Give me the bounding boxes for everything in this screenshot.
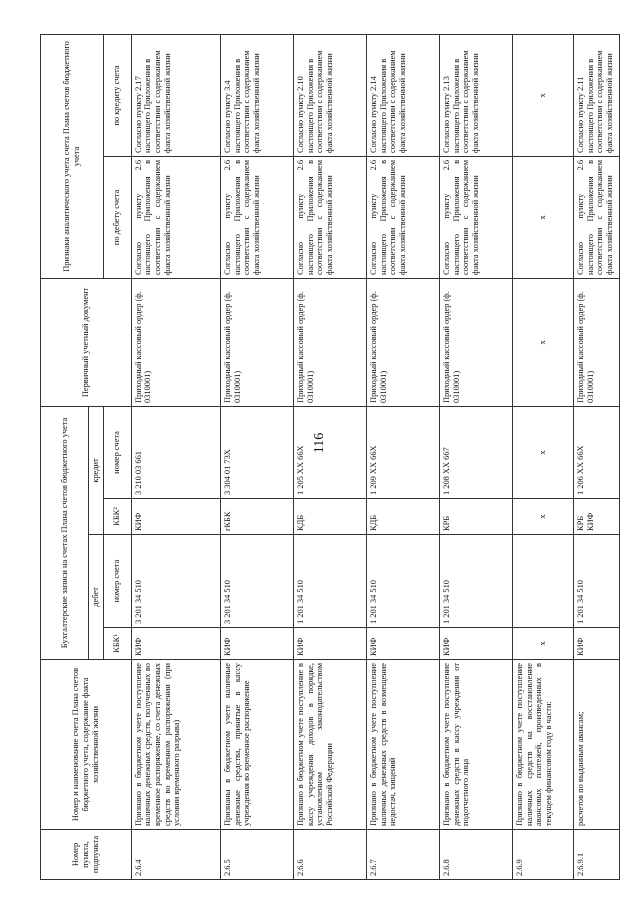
header-acc-credit: номер счета bbox=[103, 406, 131, 498]
header-credit: кредит bbox=[89, 406, 104, 534]
row-kbk-debit: х bbox=[513, 628, 574, 660]
header-entries: Бухгалтерские записи на счетах Плана счетов бюджетного учета bbox=[41, 406, 89, 659]
row-kbk-debit: КИФ bbox=[574, 628, 620, 660]
table-row bbox=[220, 34, 293, 879]
row-kbk-credit: х bbox=[513, 499, 574, 535]
row-analytics-debit: Согласно пункту 2.6 настоящего Приложения в соответствии с содержанием факта хозяйственной жизни bbox=[220, 156, 293, 278]
header-analytics: Признаки аналитического учета счета Плана счетов бюджетного учета bbox=[41, 34, 104, 278]
header-kbk1: КБК¹ bbox=[103, 628, 131, 660]
row-document: Приходный кассовый ордер (ф. 0310001) bbox=[220, 278, 293, 406]
row-number: 2.6.7 bbox=[366, 830, 439, 880]
row-number: 2.6.9.1 bbox=[574, 830, 620, 880]
header-account-name: Номер и наименование счета Плана счетов бюджетного учета, содержание факта хозяйственной жизни bbox=[41, 660, 132, 830]
row-number: 2.6.9 bbox=[513, 830, 574, 880]
header-debit: дебет bbox=[89, 535, 104, 660]
row-document: Приходный кассовый ордер (ф. 0310001) bbox=[293, 278, 366, 406]
row-account-credit: 3 210 03 661 bbox=[131, 406, 220, 498]
row-account-credit: 1 209 ХХ 66Х bbox=[366, 406, 439, 498]
table-row bbox=[574, 34, 620, 879]
row-document: Приходный кассовый ордер (ф. 0310001) bbox=[439, 278, 512, 406]
row-analytics-debit: Согласно пункту 2.6 настоящего Приложения в соответствии с содержанием факта хозяйственной жизни bbox=[439, 156, 512, 278]
table-row bbox=[513, 34, 574, 879]
header-document: Первичный учетный документ bbox=[41, 278, 132, 406]
header-number: Номер пункта, подпункта bbox=[41, 830, 132, 880]
row-account-debit bbox=[513, 535, 574, 628]
row-kbk-credit: КРБ bbox=[439, 499, 512, 535]
row-kbk-credit: КДБ bbox=[293, 499, 366, 535]
row-description: Признано в бюджетном учете поступление наличных денежных средств в возмещение недостач, хищений bbox=[366, 660, 439, 830]
table-header bbox=[41, 34, 132, 879]
row-account-credit: 1 205 ХХ 66Х bbox=[293, 406, 366, 498]
row-analytics-credit: Согласно пункту 2.10 настоящего Приложения в соответствии с содержанием факта хозяйственной жизни bbox=[293, 34, 366, 156]
row-kbk-debit: КИФ bbox=[366, 628, 439, 660]
row-description: Признаны в бюджетном учете наличные денежные средства, принятые в кассу учреждения во временное распоряжение bbox=[220, 660, 293, 830]
row-account-credit: 1 208 ХХ 667 bbox=[439, 406, 512, 498]
row-number: 2.6.4 bbox=[131, 830, 220, 880]
row-number: 2.6.5 bbox=[220, 830, 293, 880]
header-kbk2: КБК² bbox=[103, 499, 131, 535]
row-document: Приходный кассовый ордер (ф. 0310001) bbox=[366, 278, 439, 406]
row-account-debit: 3 201 34 510 bbox=[220, 535, 293, 628]
row-analytics-credit: Согласно пункту 2.14 настоящего Приложения в соответствии с содержанием факта хозяйственной жизни bbox=[366, 34, 439, 156]
row-description: расчетов по выданным авансам; bbox=[574, 660, 620, 830]
header-acc-debit: номер счета bbox=[103, 535, 131, 628]
row-account-debit: 1 201 34 510 bbox=[439, 535, 512, 628]
row-document: Приходный кассовый ордер (ф. 0310001) bbox=[574, 278, 620, 406]
header-by-debit: по дебету счета bbox=[103, 156, 131, 278]
row-analytics-debit: Согласно пункту 2.6 настоящего Приложения в соответствии с содержанием факта хозяйственной жизни bbox=[131, 156, 220, 278]
row-kbk-credit: КРБ КИФ bbox=[574, 499, 620, 535]
row-account-debit: 1 201 34 510 bbox=[574, 535, 620, 628]
table-row bbox=[439, 34, 512, 879]
table-row bbox=[293, 34, 366, 879]
row-kbk-debit: КИФ bbox=[131, 628, 220, 660]
row-account-debit: 3 201 34 510 bbox=[131, 535, 220, 628]
row-analytics-credit: Согласно пункту 2.17 настоящего Приложения в соответствии с содержанием факта хозяйственной жизни bbox=[131, 34, 220, 156]
row-analytics-debit: Согласно пункту 2.6 настоящего Приложения в соответствии с содержанием факта хозяйственной жизни bbox=[366, 156, 439, 278]
row-kbk-credit: КДБ bbox=[366, 499, 439, 535]
row-kbk-debit: КИФ bbox=[293, 628, 366, 660]
row-kbk-debit: КИФ bbox=[220, 628, 293, 660]
row-number: 2.6.8 bbox=[439, 830, 512, 880]
row-description: Признано в бюджетном учете поступление наличных средств на восстановление авансовых платежей, произведенных в текущем финансовом году в части: bbox=[513, 660, 574, 830]
row-number: 2.6.6 bbox=[293, 830, 366, 880]
row-analytics-debit: х bbox=[513, 156, 574, 278]
page-number: 116 bbox=[312, 432, 327, 454]
row-document: х bbox=[513, 278, 574, 406]
row-analytics-credit: Согласно пункту 3.4 настоящего Приложения в соответствии с содержанием факта хозяйственной жизни bbox=[220, 34, 293, 156]
row-account-credit: 3 304 01 73Х bbox=[220, 406, 293, 498]
row-account-credit: х bbox=[513, 406, 574, 498]
accounting-entries-table bbox=[40, 34, 620, 880]
row-analytics-credit: х bbox=[513, 34, 574, 156]
row-description: Признано в бюджетном учете поступление наличных денежных средств, полученных во временное распоряжение, со счета денежных средств во временном распоряжении (при условии временного разрыва) bbox=[131, 660, 220, 830]
rotated-table-container bbox=[40, 35, 620, 880]
row-kbk-debit: КИФ bbox=[439, 628, 512, 660]
table-row bbox=[131, 34, 220, 879]
row-analytics-credit: Согласно пункту 2.13 настоящего Приложения в соответствии с содержанием факта хозяйственной жизни bbox=[439, 34, 512, 156]
row-document: Приходный кассовый ордер (ф. 0310001) bbox=[131, 278, 220, 406]
row-analytics-credit: Согласно пункту 2.11 настоящего Приложения в соответствии с содержанием факта хозяйственной жизни bbox=[574, 34, 620, 156]
row-account-debit: 1 201 34 510 bbox=[366, 535, 439, 628]
table-row bbox=[366, 34, 439, 879]
row-account-credit: 1 206 ХХ 66Х bbox=[574, 406, 620, 498]
row-analytics-debit: Согласно пункту 2.6 настоящего Приложения в соответствии с содержанием факта хозяйственной жизни bbox=[574, 156, 620, 278]
header-by-credit: по кредиту счета bbox=[103, 34, 131, 156]
row-description: Признано в бюджетном учете поступление денежных средств в кассу учреждения от подотчетного лица bbox=[439, 660, 512, 830]
row-description: Признано в бюджетном учете поступление в кассу учреждения доходов в порядке, установленном законодательством Российской Федерации bbox=[293, 660, 366, 830]
row-kbk-credit: КИФ bbox=[131, 499, 220, 535]
row-analytics-debit: Согласно пункту 2.6 настоящего Приложения в соответствии с содержанием факта хозяйственной жизни bbox=[293, 156, 366, 278]
row-account-debit: 1 201 34 510 bbox=[293, 535, 366, 628]
row-kbk-credit: гКБК bbox=[220, 499, 293, 535]
